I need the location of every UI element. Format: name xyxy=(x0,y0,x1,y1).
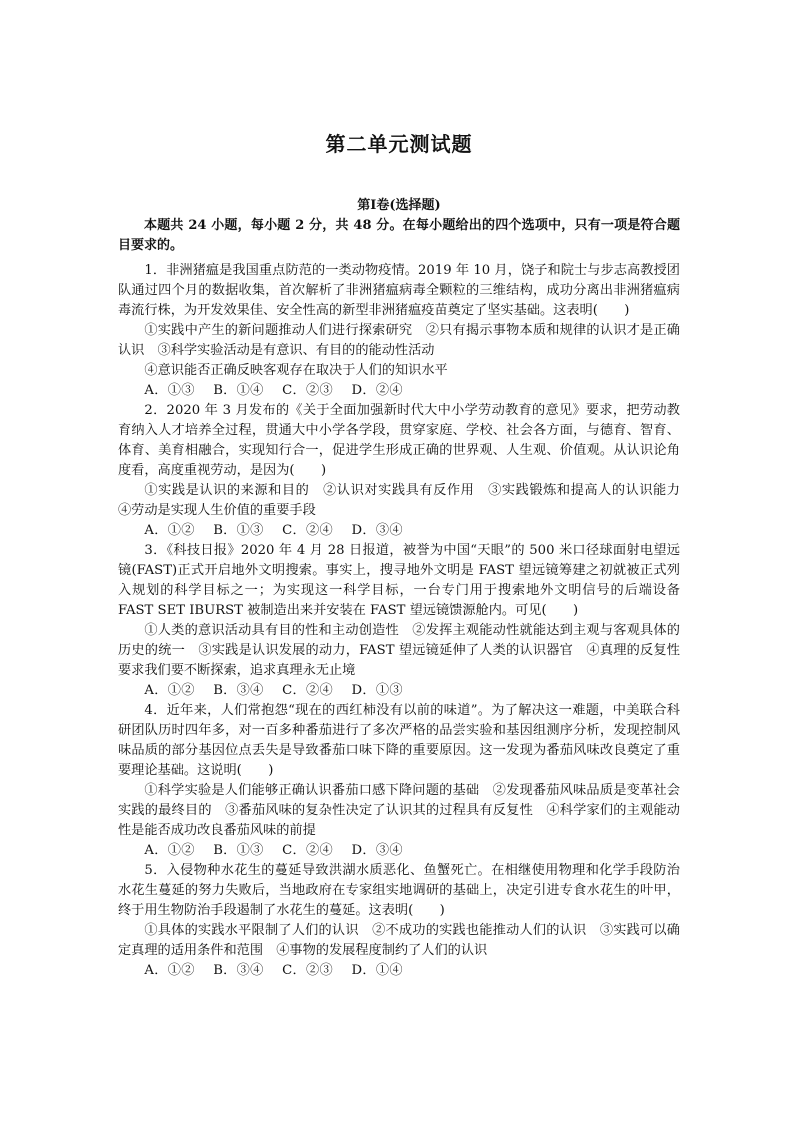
answer-choices xyxy=(118,381,680,401)
choice-a[interactable]: A．①② xyxy=(144,843,195,858)
question-stem: 5．入侵物种水花生的蔓延导致洪湖水质恶化、鱼蟹死亡。在相继使用物理和化学手段防治水花生蔓延的努力失败后，当地政府在专家组实地调研的基础上，决定引进专食水花生的叶甲，终于用生物防治手段遏制了水花生的蔓延。这表明( ) xyxy=(118,863,680,918)
answer-choices xyxy=(118,681,680,701)
section-title: 第Ⅰ卷(选择题) xyxy=(357,198,441,213)
answer-choices xyxy=(118,521,680,541)
choice-d[interactable]: D．②④ xyxy=(351,383,403,398)
question-1 xyxy=(118,261,680,401)
choice-d[interactable]: D．①③ xyxy=(351,683,403,698)
choice-a[interactable]: A．①③ xyxy=(144,383,195,398)
choice-a[interactable]: A．①② xyxy=(144,683,195,698)
choice-c[interactable]: C．②③ xyxy=(282,383,334,398)
question-3 xyxy=(118,541,680,701)
question-2 xyxy=(118,401,694,541)
question-stem: 3．《科技日报》2020 年 4 月 28 日报道，被誉为中国“天眼”的 500 米口径球面射电望远镜(FAST)正式开启地外文明搜索。事实上，搜寻地外文明是 FAST 望远镜筹建之初就被正式列入规划的科学目标之一；为实现这一科学目标，一台专门用于搜索地外文明信号的后端设备 FAST SET IBURST 被制造出来并安装在 FAST 望远镜馈源舱内。可见( ) xyxy=(118,543,680,618)
question-options: ①人类的意识活动具有目的性和主动创造性 ②发挥主观能动性就能达到主观与客观具体的历史的统一 ③实践是认识发展的动力，FAST 望远镜延伸了人类的认识器官 ④真理的反复性要求我们要不断探索，追求真理永无止境 xyxy=(118,623,680,678)
question-options: ①具体的实践水平限制了人们的认识 ②不成功的实践也能推动人们的认识 ③实践可以确定真理的适用条件和范围 ④事物的发展程度制约了人们的认识 xyxy=(118,923,680,958)
choice-b[interactable]: B．①③ xyxy=(213,843,264,858)
choice-b[interactable]: B．①④ xyxy=(213,383,264,398)
choice-b[interactable]: B．①③ xyxy=(213,523,264,538)
choice-a[interactable]: A．①② xyxy=(144,963,195,978)
question-options: ①实践中产生的新问题推动人们进行探索研究 ②只有揭示事物本质和规律的认识才是正确认识 ③科学实验活动是有意识、有目的的能动性活动 xyxy=(118,323,680,358)
exam-page xyxy=(118,128,694,981)
choice-a[interactable]: A．①② xyxy=(144,523,195,538)
choice-c[interactable]: C．②④ xyxy=(282,523,334,538)
choice-c[interactable]: C．②④ xyxy=(282,683,334,698)
question-stem: 4．近年来，人们常抱怨“现在的西红柿没有以前的味道”。为了解决这一难题，中美联合科研团队历时四年多，对一百多种番茄进行了多次严格的品尝实验和基因组测序分析，发现控制风味品质的部分基因位点丢失是导致番茄口味下降的重要原因。这一发现为番茄风味改良奠定了重要理论基础。这说明( ) xyxy=(118,703,680,778)
question-stem: 2．2020 年 3 月发布的《关于全面加强新时代大中小学劳动教育的意见》要求，把劳动教育纳入人才培养全过程，贯通大中小学各学段，贯穿家庭、学校、社会各方面，与德育、智育、体育、美育相融合，实现知行合一，促进学生形成正确的世界观、人生观、价值观。从认识论角度看，高度重视劳动，是因为( ) xyxy=(118,403,680,478)
question-options: ①科学实验是人们能够正确认识番茄口感下降问题的基础 ②发现番茄风味品质是变革社会实践的最终目的 ③番茄风味的复杂性决定了认识其的过程具有反复性 ④科学家们的主观能动性是能否成功改良番茄风味的前提 xyxy=(118,783,680,838)
question-5 xyxy=(118,861,680,981)
question-options: ①实践是认识的来源和目的 ②认识对实践具有反作用 ③实践锻炼和提高人的认识能力 ④劳动是实现人生价值的重要手段 xyxy=(118,483,694,518)
choice-c[interactable]: C．②③ xyxy=(282,963,334,978)
question-options: ④意识能否正确反映客观存在取决于人们的知识水平 xyxy=(144,363,448,378)
choice-d[interactable]: D．①④ xyxy=(351,963,403,978)
answer-choices xyxy=(118,841,680,861)
page-title: 第二单元测试题 xyxy=(325,132,473,156)
instructions: 本题共 24 小题，每小题 2 分，共 48 分。在每小题给出的四个选项中，只有一项是符合题目要求的。 xyxy=(118,218,680,253)
choice-b[interactable]: B．③④ xyxy=(213,683,264,698)
question-stem: 1．非洲猪瘟是我国重点防范的一类动物疫情。2019 年 10 月，饶子和院士与步志高教授团队通过四个月的数据收集，首次解析了非洲猪瘟病毒全颗粒的三维结构，成功分离出非洲猪瘟病毒流行株，为开发效果佳、安全性高的新型非洲猪瘟疫苗奠定了坚实基础。这表明( ) xyxy=(118,263,680,318)
choice-c[interactable]: C．②④ xyxy=(282,843,334,858)
choice-b[interactable]: B．③④ xyxy=(213,963,264,978)
choice-d[interactable]: D．③④ xyxy=(351,843,403,858)
question-4 xyxy=(118,701,680,861)
choice-d[interactable]: D．③④ xyxy=(351,523,403,538)
answer-choices xyxy=(118,961,680,981)
